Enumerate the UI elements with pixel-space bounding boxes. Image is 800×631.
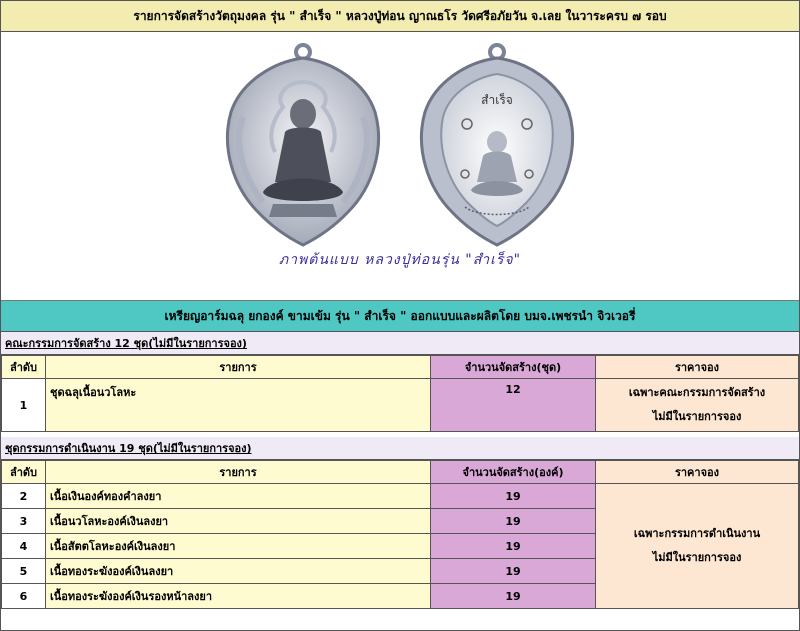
price-note-line-1: เฉพาะกรรมการดำเนินงาน [633,527,761,540]
row-no: 3 [2,509,46,534]
row-item: เนื้อสัตตโลหะองค์เงินลงยา [46,534,431,559]
amulet-back-text: สำเร็จ [481,93,513,107]
col-price-header: ราคาจอง [596,461,799,484]
document-title: รายการจัดสร้างวัตถุมงคล รุ่น " สำเร็จ " หลวงปู่ท่อน ญาณธโร วัดศรีอภัยวัน จ.เลย ในวาระครบ ๗ รอบ [1,1,799,32]
price-note-line-1: เฉพาะคณะกรรมการจัดสร้าง [628,386,766,399]
table-row [2,484,799,509]
row-qty: 19 [431,584,596,609]
col-no-header: ลำดับ [2,461,46,484]
row-item: เนื้อทองระฆังองค์เงินลงยา [46,559,431,584]
row-qty: 12 [431,379,596,432]
section-2-heading: ชุดกรรมการดำเนินงาน 19 ชุด(ไม่มีในรายการจอง) [1,437,799,460]
row-qty: 19 [431,509,596,534]
row-item: เนื้อเงินองค์ทองคำลงยา [46,484,431,509]
row-no: 4 [2,534,46,559]
col-item-header: รายการ [46,356,431,379]
col-price-header: ราคาจอง [596,356,799,379]
row-no: 2 [2,484,46,509]
image-caption: ภาพต้นแบบ หลวงปู่ท่อนรุ่น "สำเร็จ" [278,252,522,268]
section-1-header-row [2,356,799,379]
section-1-table [1,355,799,432]
row-item: ชุดฉลุเนื้อนวโลหะ [46,379,431,432]
col-item-header: รายการ [46,461,431,484]
row-qty: 19 [431,559,596,584]
amulet-back-image [407,42,587,247]
price-note-line-2: ไม่มีในรายการจอง [652,551,742,564]
row-item: เนื้อนวโลหะองค์เงินลงยา [46,509,431,534]
amulet-pair [213,42,587,247]
price-note-line-2: ไม่มีในรายการจอง [652,410,742,423]
col-qty-header: จำนวนจัดสร้าง(ชุด) [431,356,596,379]
col-qty-header: จำนวนจัดสร้าง(องค์) [431,461,596,484]
row-item: เนื้อทองระฆังองค์เงินรองหน้าลงยา [46,584,431,609]
row-qty: 19 [431,484,596,509]
amulet-front-image [213,42,393,247]
amulet-image-area [1,32,799,301]
row-no: 5 [2,559,46,584]
row-price-note [596,484,799,609]
section-1-heading: คณะกรรมการจัดสร้าง 12 ชุด(ไม่มีในรายการจอง) [1,332,799,355]
section-2-header-row [2,461,799,484]
row-no: 1 [2,379,46,432]
col-no-header: ลำดับ [2,356,46,379]
row-qty: 19 [431,534,596,559]
product-banner: เหรียญอาร์มฉลุ ยกองค์ ขามเข้ม รุ่น " สำเร็จ " ออกแบบและผลิตโดย บมจ.เพชรนำ จิวเวอรี่ [1,301,799,332]
row-no: 6 [2,584,46,609]
section-2-table [1,460,799,609]
table-row [2,379,799,432]
row-price-note [596,379,799,432]
